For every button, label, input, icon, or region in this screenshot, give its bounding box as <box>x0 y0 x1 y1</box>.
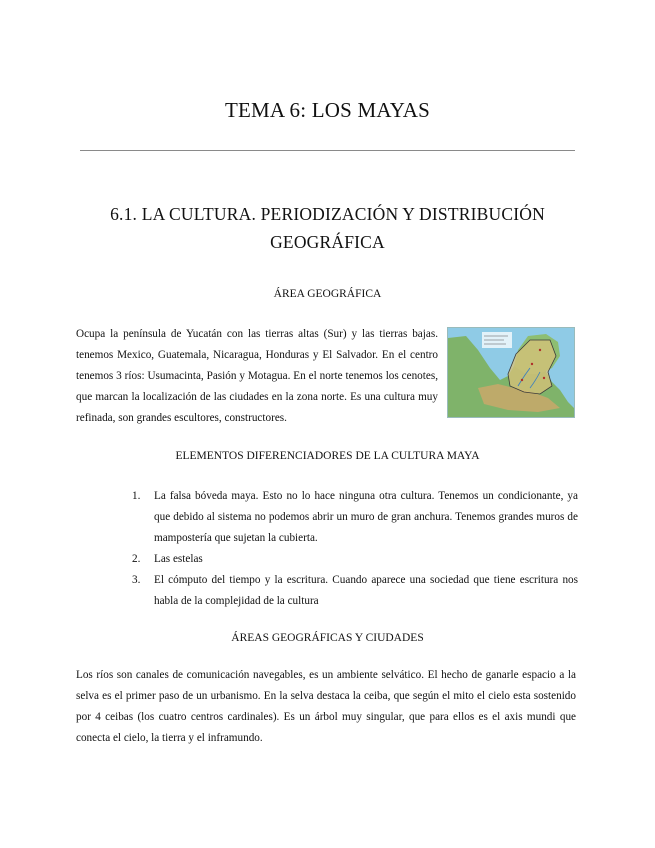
list-item-text: El cómputo del tiempo y la escritura. Cuando aparece una sociedad que tiene escritura nos habla de la complejidad de la cultura <box>154 574 578 607</box>
section-title-line-2: GEOGRÁFICA <box>270 232 385 252</box>
list-item-text: La falsa bóveda maya. Esto no lo hace ninguna otra cultura. Tenemos un condicionante, ya que debido al sistema no podemos abrir un muro de gran anchura. Tenemos grandes muros de mampostería que sujetan la cubierta. <box>154 490 578 544</box>
list-item <box>130 549 578 570</box>
area-paragraph: Ocupa la península de Yucatán con las tierras altas (Sur) y las tierras bajas. tenemos Mexico, Guatemala, Nicaragua, Honduras y El Salvador. En el centro tenemos 3 ríos: Usumacinta, Pasión y Motagua. En el norte tenemos los cenotes, que marcan la localización de las ciudades en la zona norte. Es una cultura muy refinada, son grandes escultores, constructores. <box>76 328 438 424</box>
title-divider <box>80 150 575 151</box>
elements-heading: ELEMENTOS DIFERENCIADORES DE LA CULTURA MAYA <box>175 450 480 462</box>
list-item <box>130 486 578 549</box>
cities-paragraph: Los ríos son canales de comunicación navegables, es un ambiente selvático. El hecho de ganarle espacio a la selva es el primer paso de un urbanismo. En la selva destaca la ceiba, que según el mito el cielo esta sostenido por 4 ceibas (los cuatro centros cardinales). Es un árbol muy singular, que para ellos es el axis mundi que conecta el cielo, la tierra y el inframundo. <box>76 669 576 744</box>
list-item-number: 3. <box>132 574 141 586</box>
maya-area-map-image <box>447 327 575 418</box>
section-title-line-1: 6.1. LA CULTURA. PERIODIZACIÓN Y DISTRIBUCIÓN <box>110 204 545 224</box>
map-graphic <box>448 328 574 417</box>
list-item <box>130 570 578 612</box>
section-title <box>80 200 575 256</box>
list-item-number: 1. <box>132 490 141 502</box>
cities-heading: ÁREAS GEOGRÁFICAS Y CIUDADES <box>231 632 424 644</box>
elements-list <box>130 486 578 612</box>
list-item-text: Las estelas <box>154 553 203 565</box>
document-title: TEMA 6: LOS MAYAS <box>224 98 431 122</box>
area-heading: ÁREA GEOGRÁFICA <box>273 288 382 300</box>
list-item-number: 2. <box>132 553 141 565</box>
